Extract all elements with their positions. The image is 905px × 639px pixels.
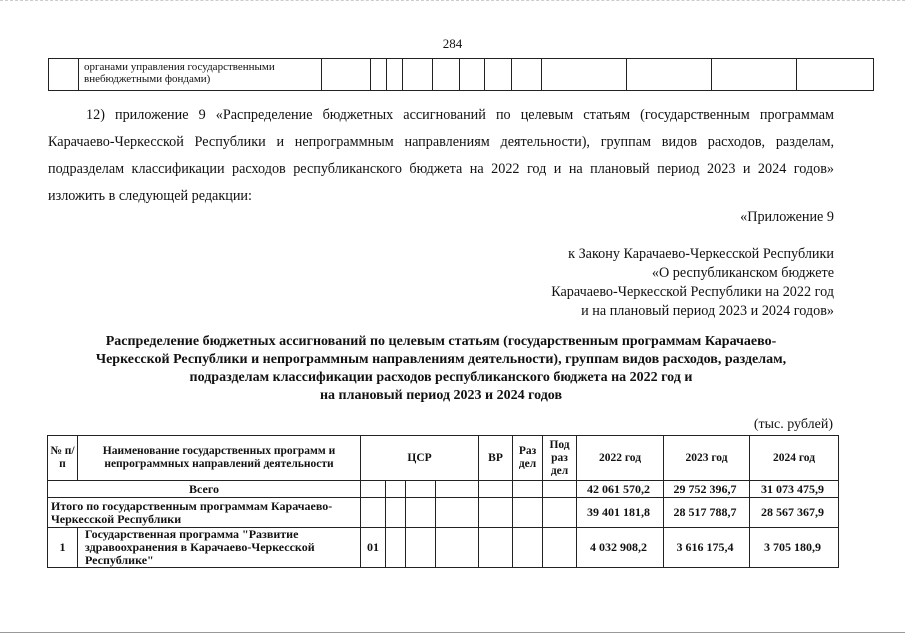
value-2023: 3 616 175,4 bbox=[664, 528, 750, 568]
row-name: Государственная программа "Развитие здравоохранения в Карачаево-Черкесской Республике" bbox=[78, 528, 361, 568]
header-2022: 2022 год bbox=[577, 436, 664, 481]
budget-table bbox=[47, 435, 839, 568]
header-2023: 2023 год bbox=[664, 436, 750, 481]
row-csr: 01 bbox=[361, 528, 386, 568]
value-2022: 4 032 908,2 bbox=[577, 528, 664, 568]
value-2024: 28 567 367,9 bbox=[750, 498, 839, 528]
value-2023: 29 752 396,7 bbox=[664, 481, 750, 498]
value-2024: 3 705 180,9 bbox=[750, 528, 839, 568]
value-2022: 42 061 570,2 bbox=[577, 481, 664, 498]
row-name: органами управления государственными внебюджетными фондами) bbox=[79, 59, 322, 91]
header-podrazdel: Под раз дел bbox=[543, 436, 577, 481]
amendment-paragraph: 12) приложение 9 «Распределение бюджетных ассигнований по целевым статьям (государственным программам Карачаево-Черкесской Республики и непрограммным направлениям деятельности), группам видов расходов, разделам, подразделам классификации расходов республиканского бюджета на 2022 год и на плановый период 2023 и 2024 годов» изложить в следующей редакции: bbox=[48, 107, 834, 204]
table-row-program-1 bbox=[48, 528, 839, 568]
appendix-title: «Приложение 9 bbox=[740, 209, 834, 225]
document-heading: Распределение бюджетных ассигнований по целевым статьям (государственным программам Карачаево- Черкесской Республики и непрограммным направлениям деятельности), группам видов расходов, разделам, подразделам классификации расходов республиканского бюджета на 2022 год и на плановый период 2023 и 2024 годов bbox=[95, 334, 787, 403]
row-num: 1 bbox=[48, 528, 78, 568]
header-razdel: Раз дел bbox=[513, 436, 543, 481]
continuation-table bbox=[48, 58, 874, 91]
row-name: Итого по государственным программам Карачаево-Черкесской Республики bbox=[48, 498, 361, 528]
table-row-total bbox=[48, 481, 839, 498]
header-2024: 2024 год bbox=[750, 436, 839, 481]
value-2023: 28 517 788,7 bbox=[664, 498, 750, 528]
header-csr: ЦСР bbox=[361, 436, 479, 481]
table-header-row bbox=[48, 436, 839, 481]
scan-edge-bottom bbox=[0, 632, 905, 633]
row-name: Всего bbox=[48, 481, 361, 498]
value-2024: 31 073 475,9 bbox=[750, 481, 839, 498]
table-row bbox=[49, 59, 874, 91]
appendix-reference: к Закону Карачаево-Черкесской Республики «О республиканском бюджете Карачаево-Черкесской Республики на 2022 год и на плановый период 2023 и 2024 годов» bbox=[551, 246, 834, 319]
units-label: (тыс. рублей) bbox=[753, 417, 833, 432]
header-vr: ВР bbox=[479, 436, 513, 481]
header-num: № п/п bbox=[48, 436, 78, 481]
header-name: Наименование государственных программ и непрограммных направлений деятельности bbox=[78, 436, 361, 481]
table-row-programs-total bbox=[48, 498, 839, 528]
scan-edge bbox=[0, 0, 905, 3]
value-2022: 39 401 181,8 bbox=[577, 498, 664, 528]
page-number: 284 bbox=[442, 36, 463, 51]
